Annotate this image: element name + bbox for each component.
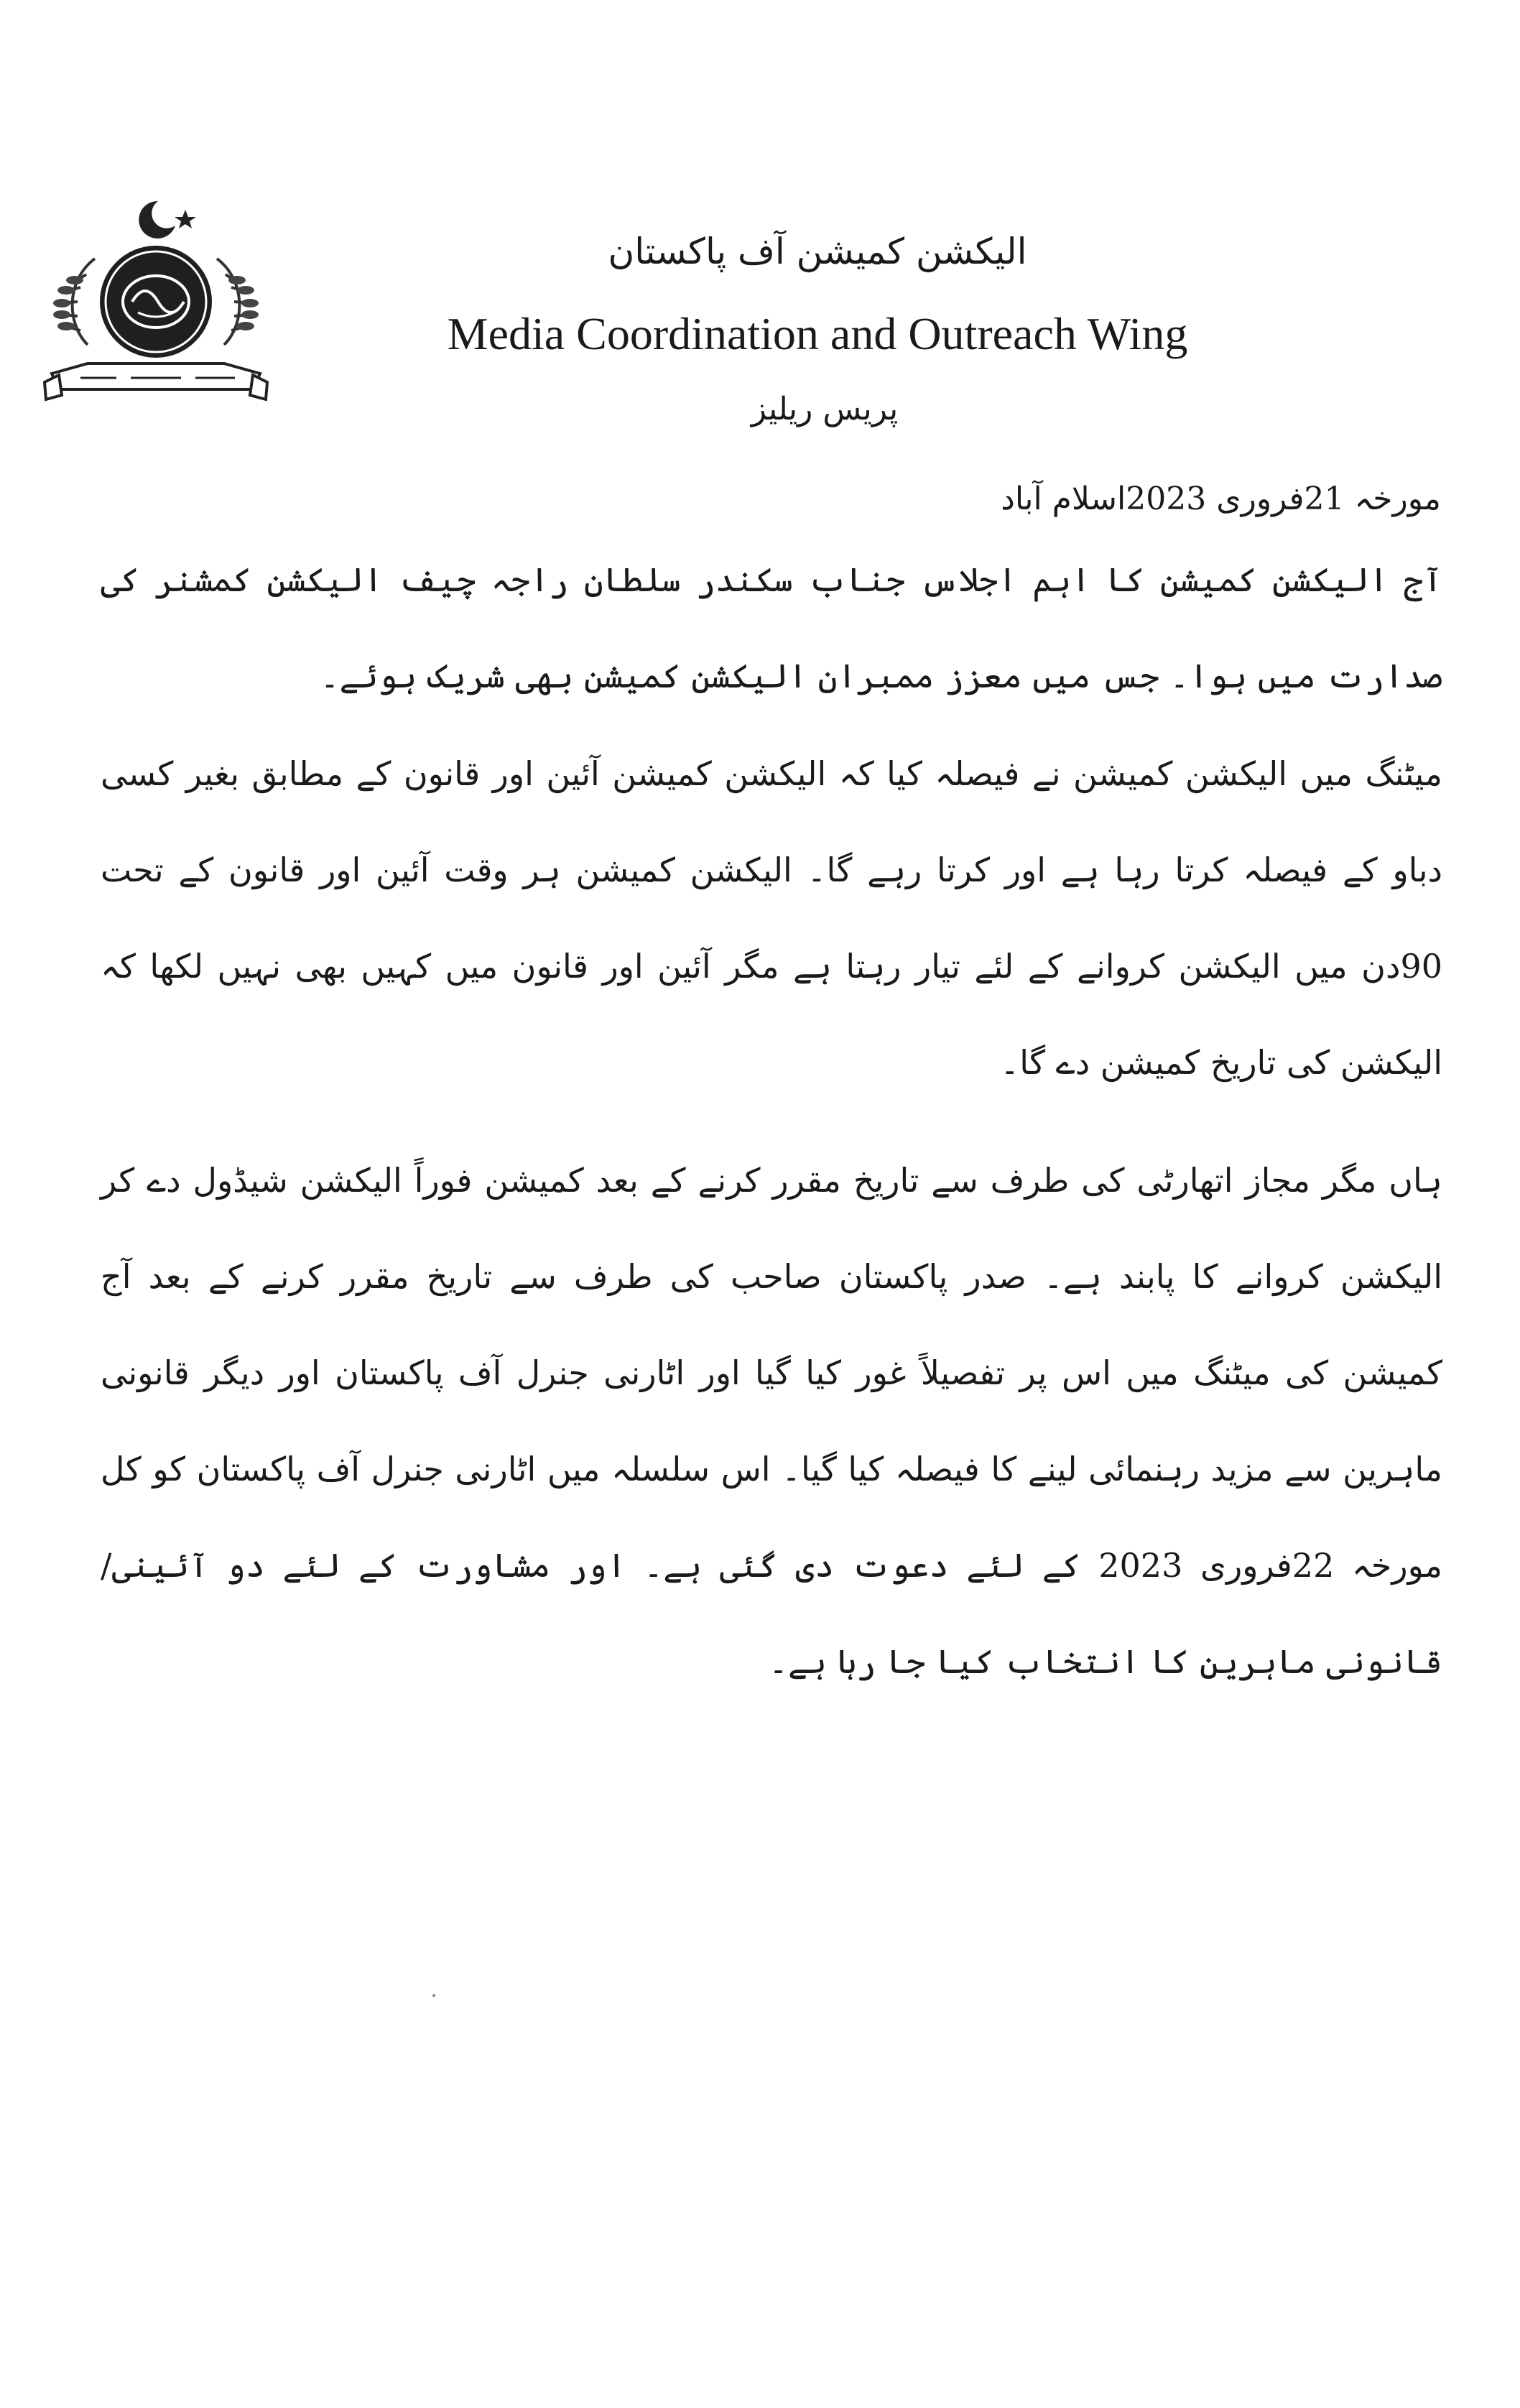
press-release-heading: پریس ریلیز [751, 391, 899, 427]
paragraph-3: ہاں مگر مجاز اتھارٹی کی طرف سے تاریخ مقرر کرنے کے بعد کمیشن فوراً الیکشن شیڈول دے کر الیکشن کروانے کا پابند ہے۔ صدر پاکستان صاحب کی طرف سے تاریخ مقرر کرنے کے بعد آج کمیشن کی میٹنگ میں اس پر تفصیلاً غور کیا گیا اور اٹارنی جنرل آف پاکستان اور دیگر قانونی ماہرین سے مزید رہنمائی لینے کا فیصلہ کیا گیا۔ اس سلسلہ میں اٹارنی جنرل آف پاکستان کو کل مورخہ 22فروری 2023 کے لئے دعوت دی گئی ہے۔ اور مشاورت کے لئے دو آئینی/ قانونی ماہرین کا انتخاب کیا جا رہا ہے۔ [101, 1161, 1442, 1681]
press-release-body [101, 532, 1442, 1710]
wing-name-english: Media Coordination and Outreach Wing [447, 308, 1188, 359]
scan-speck [432, 1994, 435, 1997]
date-line: مورخہ 21فروری 2023اسلام آباد [1001, 481, 1441, 517]
paragraph-1: آج الیکشن کمیشن کا اہم اجلاس جناب سکندر سلطان راجہ چیف الیکشن کمشنر کی صدارت میں ہوا۔ جس میں معزز ممبران الیکشن کمیشن بھی شریک ہوئے۔ [101, 560, 1442, 695]
paragraph-2: میٹنگ میں الیکشن کمیشن نے فیصلہ کیا کہ الیکشن کمیشن آئین اور قانون کے مطابق بغیر کسی دباو کے فیصلہ کرتا رہا ہے اور کرتا رہے گا۔ الیکشن کمیشن ہر وقت آئین اور قانون کے تحت 90دن میں الیکشن کروانے کے لئے تیار رہتا ہے مگر آئین اور قانون میں کہیں بھی نہیں لکھا کہ الیکشن کی تاریخ کمیشن دے گا۔ [101, 754, 1442, 1082]
organization-name-urdu: الیکشن کمیشن آف پاکستان [608, 231, 1027, 272]
